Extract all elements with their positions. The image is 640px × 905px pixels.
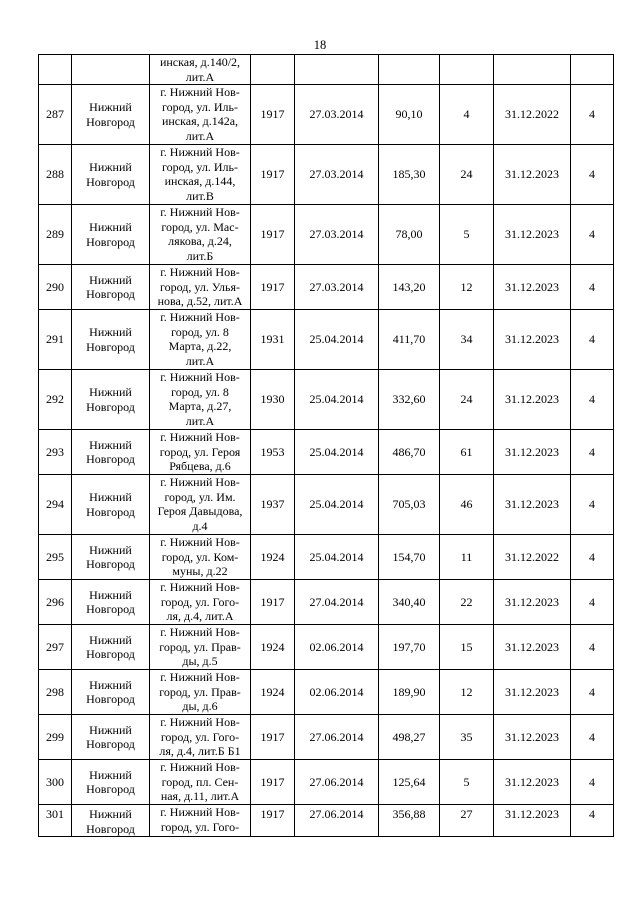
table-row <box>39 430 614 475</box>
cell-date: 02.06.2014 <box>295 625 379 670</box>
cell-num: 289 <box>39 205 72 265</box>
cell-num: 294 <box>39 475 72 535</box>
cell-date: 02.06.2014 <box>295 670 379 715</box>
cell-stage: 4 <box>571 580 614 625</box>
cell-num: 288 <box>39 145 72 205</box>
cell-area: 143,20 <box>379 265 440 310</box>
continuation-row <box>39 55 614 85</box>
cell-num: 301 <box>39 805 72 837</box>
cell-address: инская, д.140/2, лит.А <box>150 55 251 85</box>
cell-year: 1917 <box>251 760 295 805</box>
cell-year: 1917 <box>251 265 295 310</box>
cell-count: 24 <box>440 370 494 430</box>
cell-address: г. Нижний Нов- город, ул. Улья- нова, д.52, лит.А <box>150 265 251 310</box>
cell-stage: 4 <box>571 760 614 805</box>
cell-city: Нижний Новгород <box>72 265 150 310</box>
cell-city: Нижний Новгород <box>72 430 150 475</box>
cell-num: 300 <box>39 760 72 805</box>
cell-city: Нижний Новгород <box>72 625 150 670</box>
cell-deadline: 31.12.2023 <box>494 670 571 715</box>
cell-stage: 4 <box>571 715 614 760</box>
cell-year: 1917 <box>251 85 295 145</box>
cell-area: 356,88 <box>379 805 440 837</box>
housing-registry-table <box>38 54 614 837</box>
cell-address: г. Нижний Нов- город, ул. Прав- ды, д.5 <box>150 625 251 670</box>
cell-area: 332,60 <box>379 370 440 430</box>
cell-area: 90,10 <box>379 85 440 145</box>
cell-year: 1917 <box>251 205 295 265</box>
cell-stage: 4 <box>571 310 614 370</box>
table-row <box>39 310 614 370</box>
cell-city: Нижний Новгород <box>72 715 150 760</box>
cell-date: 27.06.2014 <box>295 805 379 837</box>
cell-count: 46 <box>440 475 494 535</box>
table-row <box>39 625 614 670</box>
cell-year: 1931 <box>251 310 295 370</box>
cell-city <box>72 55 150 85</box>
cell-deadline: 31.12.2022 <box>494 85 571 145</box>
cell-stage: 4 <box>571 535 614 580</box>
cell-count: 27 <box>440 805 494 837</box>
cell-stage: 4 <box>571 430 614 475</box>
cell-date: 25.04.2014 <box>295 370 379 430</box>
cell-count: 35 <box>440 715 494 760</box>
cell-date: 27.03.2014 <box>295 145 379 205</box>
cell-area: 340,40 <box>379 580 440 625</box>
cell-stage: 4 <box>571 205 614 265</box>
cell-count: 11 <box>440 535 494 580</box>
cell-city: Нижний Новгород <box>72 85 150 145</box>
cell-city: Нижний Новгород <box>72 670 150 715</box>
cell-address: г. Нижний Нов- город, ул. Гого- ля, д.4, лит.А <box>150 580 251 625</box>
cell-address: г. Нижний Нов- город, ул. Мас- лякова, д.24, лит.Б <box>150 205 251 265</box>
cell-address: г. Нижний Нов- город, ул. Иль- инская, д.144, лит.В <box>150 145 251 205</box>
cell-stage: 4 <box>571 805 614 837</box>
cell-count: 22 <box>440 580 494 625</box>
cell-year: 1917 <box>251 145 295 205</box>
cell-city: Нижний Новгород <box>72 370 150 430</box>
cell-area: 197,70 <box>379 625 440 670</box>
table-row <box>39 85 614 145</box>
cell-area: 154,70 <box>379 535 440 580</box>
cell-city: Нижний Новгород <box>72 535 150 580</box>
cell-stage: 4 <box>571 670 614 715</box>
table-row <box>39 760 614 805</box>
table-row <box>39 370 614 430</box>
cell-date: 27.06.2014 <box>295 760 379 805</box>
cell-num: 293 <box>39 430 72 475</box>
cell-date: 27.04.2014 <box>295 580 379 625</box>
cell-address: г. Нижний Нов- город, ул. Им. Героя Давыдова, д.4 <box>150 475 251 535</box>
cell-deadline: 31.12.2023 <box>494 580 571 625</box>
cell-deadline: 31.12.2023 <box>494 205 571 265</box>
cell-num: 296 <box>39 580 72 625</box>
cell-num: 291 <box>39 310 72 370</box>
cell-deadline <box>494 55 571 85</box>
cell-num: 292 <box>39 370 72 430</box>
cell-city: Нижний Новгород <box>72 310 150 370</box>
cell-city: Нижний Новгород <box>72 805 150 837</box>
cell-area <box>379 55 440 85</box>
cell-stage: 4 <box>571 85 614 145</box>
cell-stage: 4 <box>571 370 614 430</box>
cell-deadline: 31.12.2023 <box>494 310 571 370</box>
cell-year: 1930 <box>251 370 295 430</box>
cell-address: г. Нижний Нов- город, ул. Героя Рябцева, д.6 <box>150 430 251 475</box>
cell-area: 185,30 <box>379 145 440 205</box>
cell-count: 24 <box>440 145 494 205</box>
cell-area: 486,70 <box>379 430 440 475</box>
cell-city: Нижний Новгород <box>72 205 150 265</box>
cell-stage <box>571 55 614 85</box>
cell-year: 1917 <box>251 580 295 625</box>
cell-date: 27.03.2014 <box>295 205 379 265</box>
cell-address: г. Нижний Нов- город, ул. 8 Марта, д.22, лит.А <box>150 310 251 370</box>
cell-area: 125,64 <box>379 760 440 805</box>
cell-date: 25.04.2014 <box>295 475 379 535</box>
cell-date <box>295 55 379 85</box>
cell-year: 1953 <box>251 430 295 475</box>
table-row <box>39 805 614 837</box>
cell-city: Нижний Новгород <box>72 475 150 535</box>
cell-city: Нижний Новгород <box>72 760 150 805</box>
cell-count: 5 <box>440 205 494 265</box>
cell-deadline: 31.12.2023 <box>494 370 571 430</box>
cell-deadline: 31.12.2023 <box>494 145 571 205</box>
table-row <box>39 580 614 625</box>
cell-num: 298 <box>39 670 72 715</box>
cell-address: г. Нижний Нов- город, ул. Ком- муны, д.22 <box>150 535 251 580</box>
cell-stage: 4 <box>571 475 614 535</box>
cell-address: г. Нижний Нов- город, ул. 8 Марта, д.27, лит.А <box>150 370 251 430</box>
cell-year: 1924 <box>251 535 295 580</box>
cell-count: 34 <box>440 310 494 370</box>
cell-count: 15 <box>440 625 494 670</box>
cell-area: 705,03 <box>379 475 440 535</box>
cell-count <box>440 55 494 85</box>
cell-date: 25.04.2014 <box>295 310 379 370</box>
table-row <box>39 715 614 760</box>
cell-area: 498,27 <box>379 715 440 760</box>
cell-count: 4 <box>440 85 494 145</box>
table-row <box>39 475 614 535</box>
cell-year: 1917 <box>251 715 295 760</box>
cell-date: 25.04.2014 <box>295 430 379 475</box>
cell-deadline: 31.12.2023 <box>494 625 571 670</box>
table-row <box>39 535 614 580</box>
cell-deadline: 31.12.2023 <box>494 430 571 475</box>
cell-deadline: 31.12.2023 <box>494 760 571 805</box>
cell-deadline: 31.12.2022 <box>494 535 571 580</box>
cell-num: 290 <box>39 265 72 310</box>
cell-deadline: 31.12.2023 <box>494 805 571 837</box>
cell-year <box>251 55 295 85</box>
cell-city: Нижний Новгород <box>72 145 150 205</box>
cell-area: 78,00 <box>379 205 440 265</box>
cell-count: 61 <box>440 430 494 475</box>
cell-stage: 4 <box>571 625 614 670</box>
cell-stage: 4 <box>571 145 614 205</box>
cell-area: 411,70 <box>379 310 440 370</box>
cell-count: 12 <box>440 265 494 310</box>
cell-num: 297 <box>39 625 72 670</box>
cell-deadline: 31.12.2023 <box>494 265 571 310</box>
cell-count: 5 <box>440 760 494 805</box>
cell-count: 12 <box>440 670 494 715</box>
table-row <box>39 145 614 205</box>
cell-year: 1937 <box>251 475 295 535</box>
cell-year: 1924 <box>251 670 295 715</box>
cell-date: 27.06.2014 <box>295 715 379 760</box>
cell-area: 189,90 <box>379 670 440 715</box>
cell-year: 1924 <box>251 625 295 670</box>
cell-address: г. Нижний Нов- город, ул. Прав- ды, д.6 <box>150 670 251 715</box>
cell-date: 27.03.2014 <box>295 265 379 310</box>
table-row <box>39 205 614 265</box>
cell-address: г. Нижний Нов- город, пл. Сен- ная, д.11, лит.А <box>150 760 251 805</box>
cell-year: 1917 <box>251 805 295 837</box>
cell-address: г. Нижний Нов- город, ул. Гого- ля, д.4, лит.Б Б1 <box>150 715 251 760</box>
cell-deadline: 31.12.2023 <box>494 715 571 760</box>
cell-num <box>39 55 72 85</box>
table-row <box>39 670 614 715</box>
cell-address: г. Нижний Нов- город, ул. Гого- <box>150 805 251 837</box>
cell-num: 299 <box>39 715 72 760</box>
page-number: 18 <box>313 38 327 52</box>
cell-date: 25.04.2014 <box>295 535 379 580</box>
cell-num: 287 <box>39 85 72 145</box>
cell-address: г. Нижний Нов- город, ул. Иль- инская, д.142а, лит.А <box>150 85 251 145</box>
cell-city: Нижний Новгород <box>72 580 150 625</box>
cell-num: 295 <box>39 535 72 580</box>
table-row <box>39 265 614 310</box>
cell-deadline: 31.12.2023 <box>494 475 571 535</box>
cell-stage: 4 <box>571 265 614 310</box>
cell-date: 27.03.2014 <box>295 85 379 145</box>
